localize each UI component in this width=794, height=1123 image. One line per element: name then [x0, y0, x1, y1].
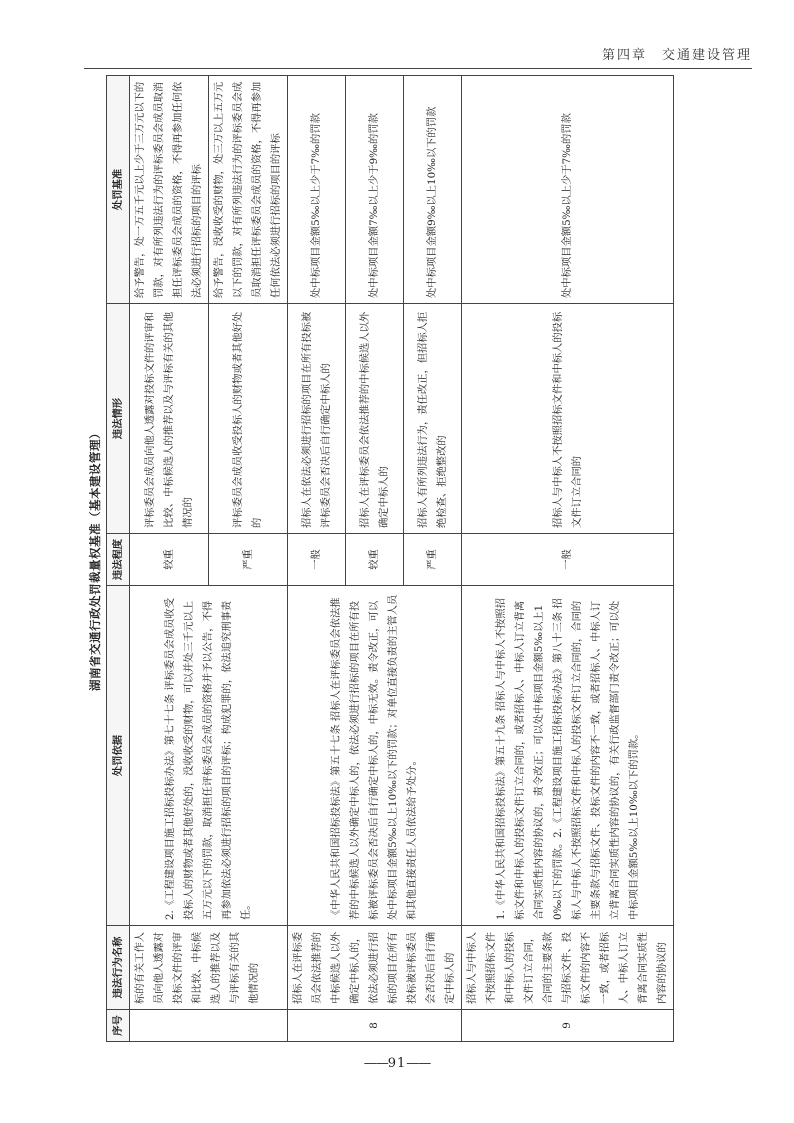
- cell-violation-name: 招标人在评标委员会依法推荐的中标候选人以外确定中标人的，依法必须进行招标的项目在所有投标被评标委员会否决后自行确定中标人的: [288, 926, 462, 1010]
- table-header-row: [107, 76, 130, 1042]
- header-violation-name: 违法行为名称: [107, 926, 130, 1010]
- cell-situation: 招标人在依法必须进行招标的项目在所有投标被评标委员会否决后自行确定中标人的: [288, 304, 346, 534]
- running-head: 第四章 交通建设管理: [601, 48, 752, 63]
- cell-standard: 给予警告，没收收受的财物，处三万以上五万元以下的罚款，对有所列违法行为的评标委员会成员取消担任评标委员会成员的资格，不得再参加任何依法必须进行招标的项目的评标: [209, 76, 288, 304]
- cell-degree: 严重: [209, 534, 288, 586]
- cell-situation: 评标委员会成员收受投标人的财物或者其他好处的: [209, 304, 288, 534]
- cell-situation: 招标人与中标人不按照招标文件和中标人的投标文件订立合同的: [462, 304, 674, 534]
- header-rule: [84, 68, 752, 69]
- cell-basis: 2.《工程建设项目施工招标投标办法》第七十七条 评标委员会成员收受投标人的财物或者其他好处的，没收收受的财物，可以并处三千元以上五万元以下的罚款，取消担任评标委员会成员的资格并予以公告，不得再参加依法必须进行招标的项目的评标；构成犯罪的，依法追究刑事责任。: [130, 586, 288, 926]
- table-caption: 湖南省交通行政处罚裁量权基准（基本建设管理）: [88, 427, 102, 691]
- cell-situation: 招标人在评标委员会依法推荐的中标候选人以外确定中标人的: [346, 304, 404, 534]
- cell-violation-name: 标的有关工作人员向他人透露对投标文件的评审和比较、中标候选人的推荐以及与评标有关的其他情况的: [130, 926, 288, 1010]
- header-degree: 违法程度: [107, 534, 130, 586]
- cell-degree: 较重: [346, 534, 404, 586]
- cell-degree: 较重: [130, 534, 209, 586]
- header-seq: 序号: [107, 1010, 130, 1042]
- cell-standard: 处中标项目金额5‰以上少于7‰的罚款: [288, 76, 346, 304]
- penalty-standard-table: [106, 75, 674, 1042]
- cell-seq: 8: [288, 1010, 462, 1042]
- table-row: [288, 76, 346, 1042]
- cell-standard: 处中标项目金额5‰以上少于7‰的罚款: [462, 76, 674, 304]
- table-row: [462, 76, 674, 1042]
- cell-degree: 严重: [404, 534, 462, 586]
- header-situation: 违法情形: [107, 304, 130, 534]
- rotated-table-container: [84, 76, 726, 1042]
- cell-degree: 一般: [462, 534, 674, 586]
- table-row: [130, 76, 209, 1042]
- cell-standard: 给予警告，处一万五千元以上少于三万元以下的罚款，对有所列违法行为的评标委员会成员取消担任评标委员会成员的资格，不得再参加任何依法必须进行招标的项目的评标: [130, 76, 209, 304]
- header-basis: 处罚依据: [107, 586, 130, 926]
- cell-basis: 1.《中华人民共和国招标投标法》第五十九条 招标人与中标人不按照招标文件和中标人的投标文件订立合同的，或者招标人、中标人订立背离合同实质性内容的协议的，责令改正；可以处中标项目金额5‰以上10‰以下的罚款。2.《工程建设项目施工招标投标办法》第八十三条 招标人与中标人不按照招标文件和中标人的投标文件订立合同的，合同的主要条款与招标文件、投标文件的内容不一致，或者招标人、中标人订立背离合同实质性内容的协议的，有关行政监督部门责令改正；可以处中标项目金额5‰以上10‰以下的罚款。: [462, 586, 674, 926]
- cell-basis: 《中华人民共和国招标投标法》第五十七条 招标人在评标委员会依法推荐的中标候选人以外确定中标人的，依法必须进行招标的项目在所有投标被评标委员会否决后自行确定中标人的，中标无效。责令改正，可以处中标项目金额5‰以上10‰以下的罚款；对单位直接负责的主管人员和其他直接责任人员依法给予处分。: [288, 586, 462, 926]
- cell-seq: 9: [462, 1010, 674, 1042]
- page-number: ——91——: [363, 1056, 431, 1071]
- cell-violation-name: 招标人与中标人不按照招标文件和中标人的投标文件订立合同，合同的主要条款与招标文件、投标文件的内容不一致，或者招标人、中标人订立背离合同实质性内容的协议的: [462, 926, 674, 1010]
- cell-standard: 处中标项目金额7‰以上少于9‰的罚款: [346, 76, 404, 304]
- cell-degree: 一般: [288, 534, 346, 586]
- page-number-value: 91: [387, 1056, 407, 1071]
- cell-situation: 招标人有所列违法行为，责任改正，但招标人拒绝检查、拒绝整改的: [404, 304, 462, 534]
- cell-seq-empty: [130, 1010, 288, 1042]
- header-standard: 处罚基准: [107, 76, 130, 304]
- cell-situation: 评标委员会成员向他人透露对投标文件的评审和比较、中标候选人的推荐以及与评标有关的其他情况的: [130, 304, 209, 534]
- cell-standard: 处中标项目金额9‰以上10‰以下的罚款: [404, 76, 462, 304]
